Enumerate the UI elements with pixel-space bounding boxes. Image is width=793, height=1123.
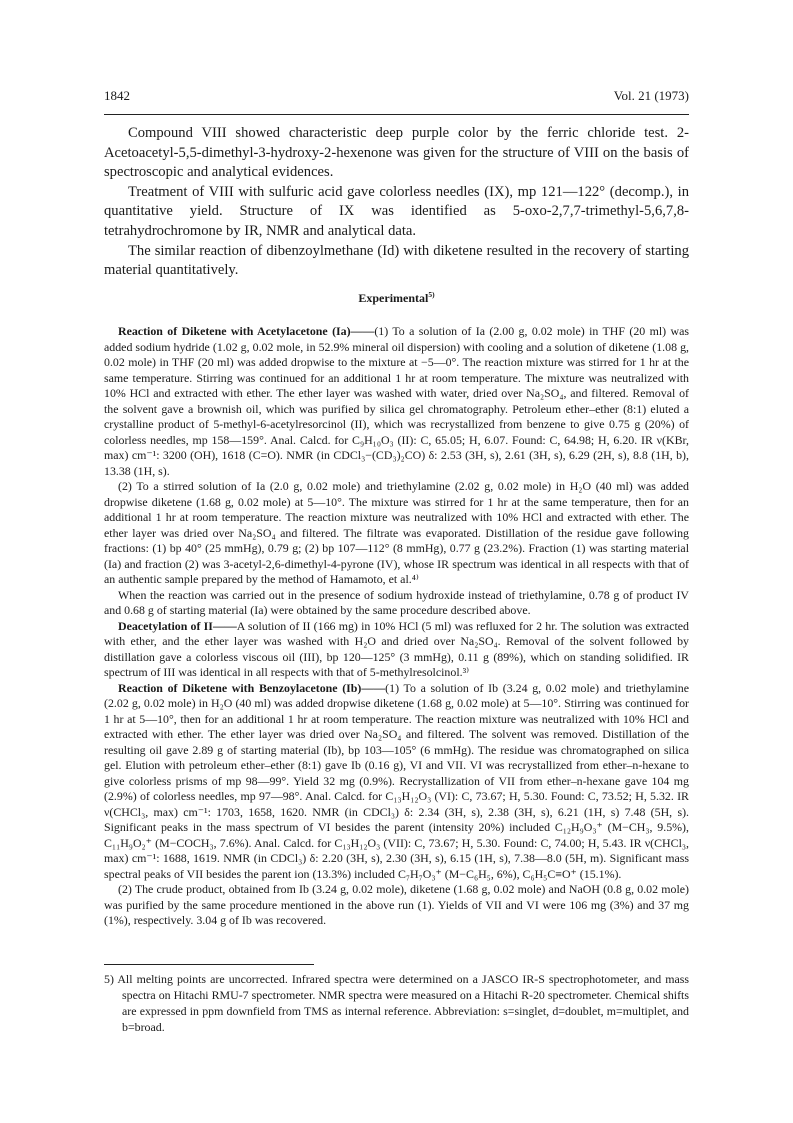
paragraph-text: (2) The crude product, obtained from Ib (3.24 g, 0.02 mole), diketene (1.68 g, 0.02 mole) and NaOH (0.8 g, 0.02 mole) was purified by the same procedure mentioned in the above run (1). Yields of VII and VI were 106 mg (3%) and 37 mg (1%), respectively. 3.04 g of Ib was recovered. xyxy=(104,882,689,927)
intro-paragraph: Compound VIII showed characteristic deep purple color by the ferric chloride test. 2-Acetoacetyl-5,5-dimethyl-3-hydroxy-2-hexenone was given for the structure of VIII on the basis of spectroscopic and analytical evidences. xyxy=(104,125,689,181)
paragraph-text: (1) To a solution of Ia (2.00 g, 0.02 mole) in THF (20 ml) was added sodium hydride (1.02 g, 0.02 mole, in 52.9% mineral oil dispersion) with cooling and a solution of diketene (1.08 g, 0.02 mole) in THF (20 ml) was added dropwise to the mixture at −5—0°. The reaction mixture was stirred for 1 hr at the same temperature. Stirring was continued for an additional 1 hr at room temperature. The mixture was neutralized with 10% HCl and extracted with ether. The ether layer was washed with water, dried over Na₂SO₄, and filtered. Removal of the solvent gave a brownish oil, which was purified by silica gel chromatography. Petroleum ether–ether (8:1) eluted a crystalline product of 5-methyl-6-acetylresorcinol (II), which was recrystallized from benzene to give 0.75 g (20%) of colorless needles, mp 158—159°. Anal. Calcd. for C₉H₁₀O₃ (II): C, 65.05; H, 6.07. Found: C, 64.98; H, 6.20. IR ν(KBr, max) cm⁻¹: 3200 (OH), 1618 (C=O). NMR (in CDCl₃−(CD₃)₂CO) δ: 2.53 (3H, s), 2.61 (3H, s), 6.29 (2H, s), 8.8 (1H, b), 13.38 (1H, s). xyxy=(104,324,689,478)
intro-paragraph: The similar reaction of dibenzoylmethane (Id) with diketene resulted in the recovery of starting material quantitatively. xyxy=(104,242,689,279)
section-title xyxy=(104,291,689,306)
footnote-ref: 5) xyxy=(428,290,435,299)
experimental-paragraph xyxy=(104,588,689,619)
section-title-text: Experimental xyxy=(358,291,429,305)
paragraph-text: A solution of II (166 mg) in 10% HCl (5 ml) was refluxed for 2 hr. The solution was extracted with ether, and the ether layer was washed with H₂O and dried over Na₂SO₄. Removal of the solvent followed by distillation gave a colorless viscous oil (III), bp 120—125° (3 mmHg), 0.11 g (89%), which on standing solidified. IR spectrum of III was identical in all respects with that of 5-methylresolcinol.³⁾ xyxy=(104,618,690,679)
footnote-rule xyxy=(104,964,314,965)
intro-text xyxy=(104,124,689,281)
experimental-paragraph xyxy=(104,882,689,929)
paragraph-heading: Reaction of Diketene with Benzoylacetone (Ib)—— xyxy=(118,680,386,695)
experimental-paragraph xyxy=(104,619,689,681)
header-rule xyxy=(104,114,689,115)
footnote: 5) All melting points are uncorrected. Infrared spectra were determined on a JASCO IR-S spectrophotometer, and mass spectra on Hitachi RMU-7 spectrometer. NMR spectra were measured on a Hitachi R-20 spectrometer. Chemical shifts are expressed in ppm downfield from TMS as internal reference. Abbreviation: s=singlet, d=doublet, m=multiplet, and b=broad. xyxy=(104,972,689,1034)
paragraph-heading: Deacetylation of II—— xyxy=(118,618,237,633)
running-header xyxy=(104,88,689,104)
paragraph-text: (1) To a solution of Ib (3.24 g, 0.02 mole) and triethylamine (2.02 g, 0.02 mole) in H₂O (40 ml) was added dropwise diketene (1.68 g, 0.02 mole) at 5—10°. Stirring was continued for 1 hr at 5—10°, then for an additional 1 hr at room temperature. The reaction mixture was neutralized with 10% HCl and extracted with ether. The ether layer was dried over Na₂SO₄ and filtered. The solvent was removed. Distillation of the resulting oil gave 2.89 g of starting material (Ib), bp 103—105° (6 mmHg). The residue was chromatographed on silica gel. Elution with petroleum ether–ether (8:1) gave Ib (0.16 g), VI and VII. VI was recrystallized from ether–n-hexane to give colorless prisms of mp 98—99°. Yield 32 mg (0.9%). Recrystallization of VII from ether–n-hexane gave 104 mg (2.9%) of colorless needles, mp 97—98°. Anal. Calcd. for C₁₃H₁₂O₃ (VI): C, 73.67; H, 5.30. Found: C, 73.52; H, 5.32. IR ν(CHCl₃, max) cm⁻¹: 1703, 1658, 1620. NMR (in CDCl₃) δ: 2.34 (3H, s), 2.38 (3H, s), 6.21 (1H, s) 7.48 (5H, s). Significant peaks in the mass spectrum of VI besides the parent (intensity 20%) included C₁₂H₉O₃⁺ (M−CH₃, 9.5%), C₁₁H₉O₂⁺ (M−COCH₃, 7.6%). Anal. Calcd. for C₁₃H₁₂O₃ (VII): C, 73.67; H, 5.30. Found: C, 74.00; H, 5.43. IR ν(CHCl₃, max) cm⁻¹: 1688, 1619. NMR (in CDCl₃) δ: 2.20 (3H, s), 2.30 (3H, s), 6.15 (1H, s), 7.38—8.0 (5H, m). Significant mass spectral peaks of VII besides the parent ion (13.3%) included C₇H₇O₃⁺ (M−C₆H₅, 6%), C₆H₅C≡O⁺ (15.1%). xyxy=(104,680,689,881)
paragraph-heading: Reaction of Diketene with Acetylacetone (Ia)—— xyxy=(118,324,375,338)
intro-paragraph: Treatment of VIII with sulfuric acid gave colorless needles (IX), mp 121—122° (decomp.), in quantitative yield. Structure of IX was identified as 5-oxo-2,7,7-trimethyl-5,6,7,8-tetrahydrochromone by IR, NMR and analytical data. xyxy=(104,183,689,239)
paragraph-text: (2) To a stirred solution of Ia (2.0 g, 0.02 mole) and triethylamine (2.02 g, 0.02 mole) in H₂O (40 ml) was added dropwise diketene (1.68 g, 0.02 mole) at 5—10°. The mixture was stirred for 1 hr at the same temperature, then for an additional 1 hr at room temperature. The reaction mixture was neutralized with 10% HCl and extracted with ether. The ether layer was dried over Na₂SO₄ and filtered. The filtrate was evaporated. Distillation of the residue gave following fractions: (1) bp 40° (25 mmHg), 0.79 g; (2) bp 107—112° (8 mmHg), 0.77 g (23.2%). Fraction (1) was starting material (Ia) and fraction (2) was 3-acetyl-2,6-dimethyl-4-pyrone (IV), whose IR spectrum was identical in all respects with that of an authentic sample prepared by the method of Hamamoto, et al.⁴⁾ xyxy=(104,479,689,586)
experimental-body xyxy=(104,324,689,929)
experimental-paragraph xyxy=(104,681,689,883)
experimental-paragraph xyxy=(104,324,689,479)
volume-info: Vol. 21 (1973) xyxy=(613,88,689,103)
page-number: 1842 xyxy=(104,88,130,103)
paragraph-text: When the reaction was carried out in the presence of sodium hydroxide instead of triethylamine, 0.78 g of product IV and 0.68 g of starting material (Ia) were obtained by the same procedure described above. xyxy=(104,587,689,617)
experimental-paragraph xyxy=(104,479,689,588)
